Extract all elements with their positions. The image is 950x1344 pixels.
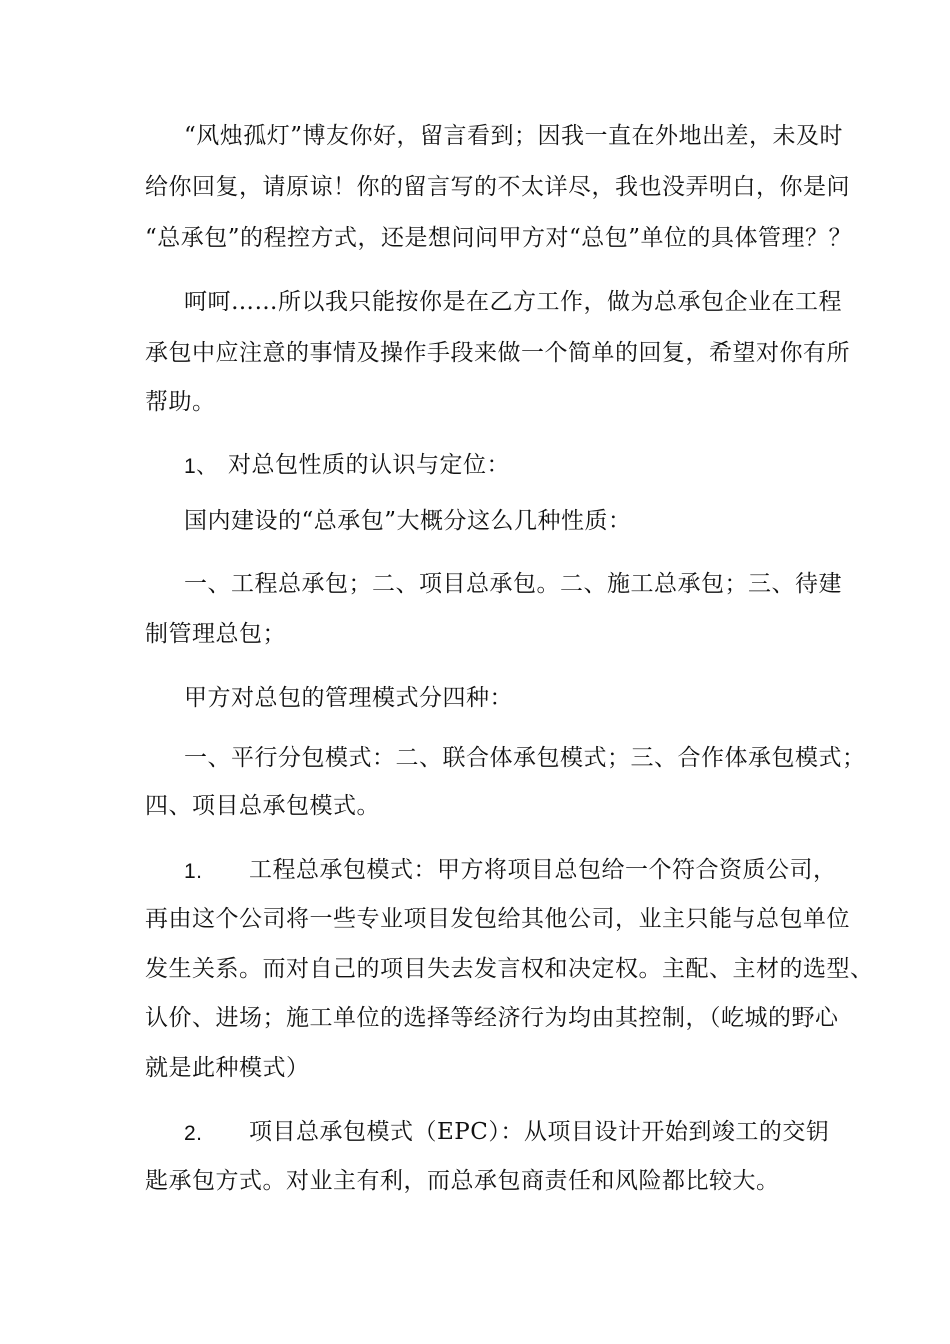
- text-line: 承包中应注意的事情及操作手段来做一个简单的回复，希望对你有所: [145, 340, 850, 366]
- text-line: 匙承包方式。对业主有利，而总承包商责任和风险都比较大。: [145, 1168, 780, 1194]
- text-line: “风烛孤灯”博友你好，留言看到；因我一直在外地出差，未及时: [184, 123, 844, 149]
- text-line: 再由这个公司将一些专业项目发包给其他公司，业主只能与总包单位: [145, 906, 850, 932]
- text-line: 一、工程总承包；二、项目总承包。二、施工总承包；三、待建: [184, 571, 842, 597]
- text-line: 制管理总包；: [145, 621, 286, 647]
- text-line: 发生关系。而对自己的项目失去发言权和决定权。主配、主材的选型、: [145, 956, 874, 982]
- text-line: 项目总承包模式（EPC）：从项目设计开始到竣工的交钥: [249, 1119, 830, 1145]
- text-line: 四、项目总承包模式。: [145, 793, 380, 819]
- text-line: 就是此种模式）: [145, 1055, 310, 1081]
- list-number: 1、: [184, 455, 218, 478]
- text-line: 甲方对总包的管理模式分四种：: [184, 685, 513, 711]
- text-line: 一、平行分包模式：二、联合体承包模式；三、合作体承包模式；: [184, 745, 866, 771]
- text-line: 给你回复，请原谅！你的留言写的不太详尽，我也没弄明白，你是问: [145, 174, 850, 200]
- text-line: “总承包”的程控方式，还是想问问甲方对“总包”单位的具体管理？？: [145, 225, 853, 251]
- list-number: 2.: [184, 1122, 203, 1145]
- list-number: 1.: [184, 860, 203, 883]
- text-line: 工程总承包模式：甲方将项目总包给一个符合资质公司，: [249, 857, 837, 883]
- text-line: 帮助。: [145, 389, 216, 415]
- text-line: 认价、进场；施工单位的选择等经济行为均由其控制，（屹城的野心: [145, 1005, 839, 1031]
- section-heading: 对总包性质的认识与定位：: [228, 452, 510, 478]
- text-line: 国内建设的“总承包”大概分这么几种性质：: [184, 508, 632, 534]
- text-line: 呵呵……所以我只能按你是在乙方工作，做为总承包企业在工程: [184, 289, 842, 315]
